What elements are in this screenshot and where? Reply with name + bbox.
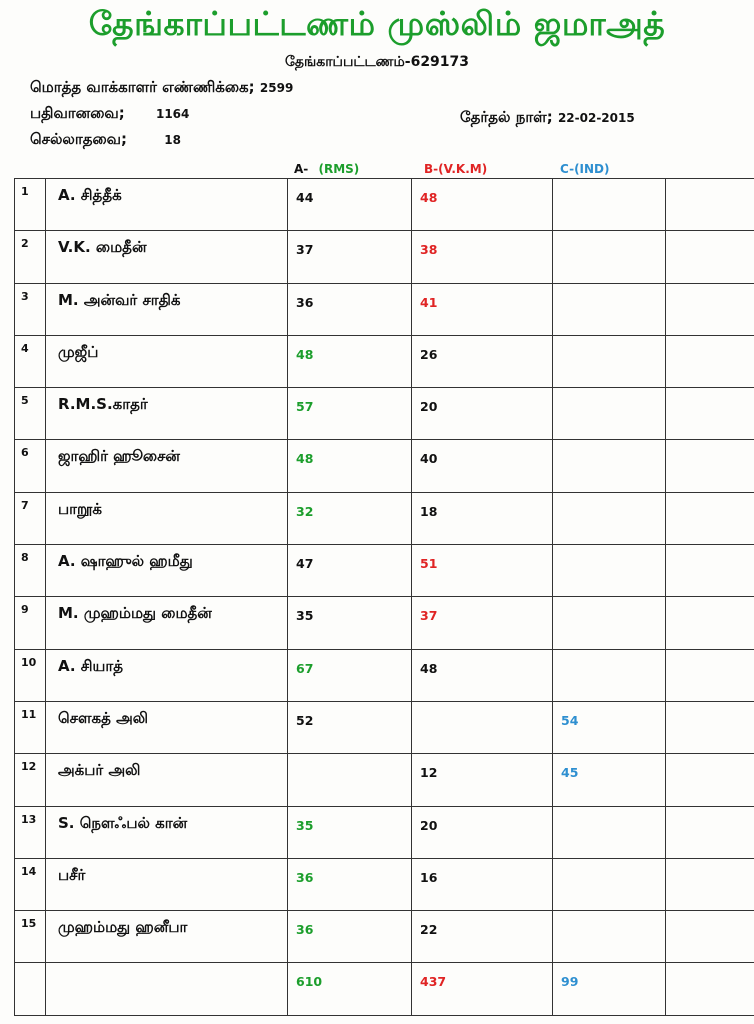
total-voters-line <box>30 78 293 98</box>
serial-number: 8 <box>21 551 29 565</box>
extra-cell <box>666 492 754 544</box>
candidate-name: ஜாஹிர் ஹூசைன் <box>58 447 180 466</box>
serial-number: 11 <box>21 707 37 721</box>
serial-cell <box>15 545 46 597</box>
total-b: 437 <box>420 974 447 990</box>
serial-number: 4 <box>21 341 29 355</box>
serial-number: 7 <box>21 498 29 512</box>
extra-cell <box>666 858 754 910</box>
votes-c <box>553 597 665 608</box>
column-a-header <box>294 162 359 176</box>
votes-b: 37 <box>420 608 438 624</box>
candidate-name: சௌகத் அலி <box>58 708 149 727</box>
totals-extra-cell <box>666 963 754 1015</box>
votes-b-cell <box>412 597 553 649</box>
votes-c-cell <box>553 283 666 335</box>
votes-a-cell <box>288 179 412 231</box>
candidate-cell <box>46 597 288 649</box>
serial-cell <box>15 858 46 910</box>
candidate-name: S. நௌஃபல் கான் <box>58 813 188 832</box>
votes-b-cell <box>412 179 553 231</box>
candidate-name: M. அன்வர் சாதிக் <box>58 290 181 309</box>
serial-number: 5 <box>21 394 29 408</box>
column-a-prefix: A- <box>294 162 309 176</box>
candidate-cell <box>46 545 288 597</box>
votes-c <box>553 545 665 556</box>
votes-b-cell <box>412 545 553 597</box>
votes-b: 51 <box>420 556 438 572</box>
votes-c-cell <box>553 335 666 387</box>
candidate-name: A. சித்தீக் <box>58 186 122 204</box>
election-date-value: 22-02-2015 <box>557 111 635 125</box>
votes-b: 41 <box>420 294 438 310</box>
votes-a: 44 <box>296 190 314 205</box>
votes-c-cell <box>553 649 666 701</box>
votes-a-cell <box>288 701 412 753</box>
table-row <box>15 492 754 544</box>
votes-c-cell <box>553 858 666 910</box>
total-a-cell <box>288 963 412 1015</box>
votes-a-cell <box>288 283 412 335</box>
serial-number: 2 <box>21 237 29 251</box>
column-a-label: (RMS) <box>318 162 360 176</box>
votes-c-cell <box>553 231 666 283</box>
votes-a: 36 <box>296 922 314 938</box>
votes-a-cell <box>288 806 412 858</box>
votes-c <box>553 388 665 399</box>
votes-b: 12 <box>420 765 438 781</box>
serial-cell <box>15 806 46 858</box>
table-row <box>15 179 754 231</box>
table-row <box>15 335 754 387</box>
extra-cell <box>666 335 754 387</box>
table-row <box>15 649 754 701</box>
votes-a-cell <box>288 911 412 963</box>
serial-cell <box>15 335 46 387</box>
votes-c <box>553 807 665 818</box>
extra-cell <box>666 545 754 597</box>
column-c-header: C-(IND) <box>560 162 610 176</box>
votes-c <box>553 440 665 451</box>
serial-number: 14 <box>21 864 37 878</box>
table-row <box>15 911 754 963</box>
votes-a <box>288 754 411 765</box>
candidate-cell <box>46 754 288 806</box>
election-date-line <box>460 108 635 128</box>
candidate-name: பசீர் <box>58 865 86 884</box>
votes-c-cell <box>553 806 666 858</box>
candidate-cell <box>46 701 288 753</box>
candidate-name: பாறூக் <box>58 499 102 518</box>
extra-cell <box>666 701 754 753</box>
votes-b: 18 <box>420 503 438 519</box>
votes-b-cell <box>412 911 553 963</box>
extra-cell <box>666 283 754 335</box>
extra-cell <box>666 440 754 492</box>
votes-c <box>553 336 665 347</box>
candidate-name: V.K. மைதீன் <box>58 238 147 257</box>
candidate-name: அக்பர் அலி <box>58 761 141 780</box>
totals-name-cell <box>46 963 288 1015</box>
votes-c <box>553 650 665 661</box>
extra-cell <box>666 806 754 858</box>
polled-value: 1164 <box>155 107 190 121</box>
total-c: 99 <box>561 974 579 990</box>
candidate-name: M. முஹம்மது மைதீன் <box>58 604 212 623</box>
extra-cell <box>666 911 754 963</box>
candidate-cell <box>46 911 288 963</box>
serial-cell <box>15 492 46 544</box>
votes-b-cell <box>412 754 553 806</box>
votes-a-cell <box>288 440 412 492</box>
votes-a: 36 <box>296 294 314 310</box>
votes-c <box>553 493 665 504</box>
invalid-label: செல்லாதவை; <box>30 130 128 148</box>
extra-cell <box>666 597 754 649</box>
table-row <box>15 231 754 283</box>
candidate-cell <box>46 806 288 858</box>
totals-serial-cell <box>15 963 46 1015</box>
candidate-cell <box>46 179 288 231</box>
table-row <box>15 858 754 910</box>
table-row <box>15 701 754 753</box>
candidate-cell <box>46 649 288 701</box>
serial-cell <box>15 649 46 701</box>
candidate-cell <box>46 492 288 544</box>
votes-c-cell <box>553 597 666 649</box>
votes-a-cell <box>288 754 412 806</box>
votes-c <box>553 179 665 190</box>
column-b-header: B-(V.K.M) <box>424 162 488 176</box>
votes-c-cell <box>553 440 666 492</box>
serial-cell <box>15 911 46 963</box>
votes-b-cell <box>412 858 553 910</box>
candidate-name: R.M.S.காதர் <box>58 395 148 414</box>
total-voters-label: மொத்த வாக்காளர் எண்ணிக்கை; <box>30 78 255 96</box>
serial-number: 3 <box>21 289 29 303</box>
table-row <box>15 806 754 858</box>
votes-a-cell <box>288 492 412 544</box>
serial-number: 10 <box>21 655 37 669</box>
total-voters-value: 2599 <box>259 81 294 95</box>
votes-b-cell <box>412 649 553 701</box>
table-row <box>15 283 754 335</box>
results-table-body <box>15 179 754 1016</box>
votes-c <box>553 911 665 922</box>
polled-line <box>30 104 189 124</box>
serial-cell <box>15 231 46 283</box>
candidate-name: முஹம்மது ஹனீபா <box>58 918 188 937</box>
votes-b-cell <box>412 701 553 753</box>
votes-b: 20 <box>420 817 438 833</box>
table-row <box>15 545 754 597</box>
page-subtitle: தேங்காப்பட்டணம்-629173 <box>284 54 470 70</box>
votes-b-cell <box>412 335 553 387</box>
results-table <box>14 178 754 1016</box>
extra-cell <box>666 231 754 283</box>
votes-b-cell <box>412 283 553 335</box>
candidate-cell <box>46 440 288 492</box>
votes-b-cell <box>412 388 553 440</box>
candidate-name: A. சியாத் <box>58 656 124 675</box>
extra-cell <box>666 179 754 231</box>
votes-c <box>553 284 665 295</box>
votes-a-cell <box>288 231 412 283</box>
election-date-label: தேர்தல் நாள்; <box>460 108 553 126</box>
votes-b-cell <box>412 806 553 858</box>
votes-a-cell <box>288 597 412 649</box>
votes-c-cell <box>553 754 666 806</box>
votes-c <box>553 859 665 870</box>
votes-c: 45 <box>561 765 579 781</box>
serial-number: 9 <box>21 603 29 617</box>
votes-a-cell <box>288 335 412 387</box>
page-title: தேங்காப்பட்டணம் முஸ்லிம் ஜமாஅத் <box>88 4 666 43</box>
votes-b-cell <box>412 440 553 492</box>
votes-a: 52 <box>296 712 314 728</box>
votes-b: 40 <box>420 451 438 467</box>
votes-a: 47 <box>296 556 314 572</box>
votes-c-cell <box>553 179 666 231</box>
total-a: 610 <box>296 974 323 990</box>
votes-c-cell <box>553 701 666 753</box>
table-row <box>15 440 754 492</box>
extra-cell <box>666 388 754 440</box>
totals-row <box>15 963 754 1015</box>
votes-c <box>553 231 665 242</box>
total-b-cell <box>412 963 553 1015</box>
serial-cell <box>15 283 46 335</box>
votes-b-cell <box>412 492 553 544</box>
votes-c: 54 <box>561 712 579 728</box>
table-row <box>15 597 754 649</box>
table-row <box>15 754 754 806</box>
votes-c-cell <box>553 492 666 544</box>
votes-a-cell <box>288 545 412 597</box>
candidate-name: A. ஷாஹுல் ஹமீது <box>58 552 193 571</box>
candidate-cell <box>46 858 288 910</box>
votes-b: 26 <box>420 346 438 362</box>
serial-number: 12 <box>21 760 37 774</box>
extra-cell <box>666 754 754 806</box>
votes-a: 57 <box>296 399 314 415</box>
votes-a-cell <box>288 649 412 701</box>
serial-cell <box>15 179 46 231</box>
votes-a: 36 <box>296 869 314 885</box>
votes-b <box>412 702 552 713</box>
votes-b: 20 <box>420 399 438 415</box>
votes-a: 67 <box>296 660 314 676</box>
invalid-value: 18 <box>164 133 181 147</box>
votes-a: 35 <box>296 608 314 624</box>
votes-a: 48 <box>296 451 314 467</box>
votes-a: 35 <box>296 817 314 833</box>
votes-b: 38 <box>420 242 438 258</box>
votes-c-cell <box>553 388 666 440</box>
votes-a-cell <box>288 858 412 910</box>
serial-number: 1 <box>21 185 29 198</box>
votes-b: 48 <box>420 660 438 676</box>
votes-c-cell <box>553 545 666 597</box>
votes-a: 37 <box>296 242 314 258</box>
votes-a: 48 <box>296 346 314 362</box>
invalid-line <box>30 130 181 150</box>
candidate-cell <box>46 283 288 335</box>
extra-cell <box>666 649 754 701</box>
table-row <box>15 388 754 440</box>
votes-b: 16 <box>420 869 438 885</box>
votes-a-cell <box>288 388 412 440</box>
serial-cell <box>15 388 46 440</box>
votes-a: 32 <box>296 503 314 519</box>
serial-cell <box>15 701 46 753</box>
votes-b: 22 <box>420 922 438 938</box>
votes-b-cell <box>412 231 553 283</box>
serial-cell <box>15 754 46 806</box>
votes-c-cell <box>553 911 666 963</box>
total-c-cell <box>553 963 666 1015</box>
candidate-name: முஜீப் <box>58 342 99 361</box>
candidate-cell <box>46 388 288 440</box>
serial-number: 15 <box>21 917 37 931</box>
votes-b: 48 <box>420 190 438 205</box>
serial-cell <box>15 440 46 492</box>
polled-label: பதிவானவை; <box>30 104 125 122</box>
serial-cell <box>15 597 46 649</box>
candidate-cell <box>46 335 288 387</box>
serial-number: 6 <box>21 446 29 460</box>
serial-number: 13 <box>21 812 37 826</box>
candidate-cell <box>46 231 288 283</box>
